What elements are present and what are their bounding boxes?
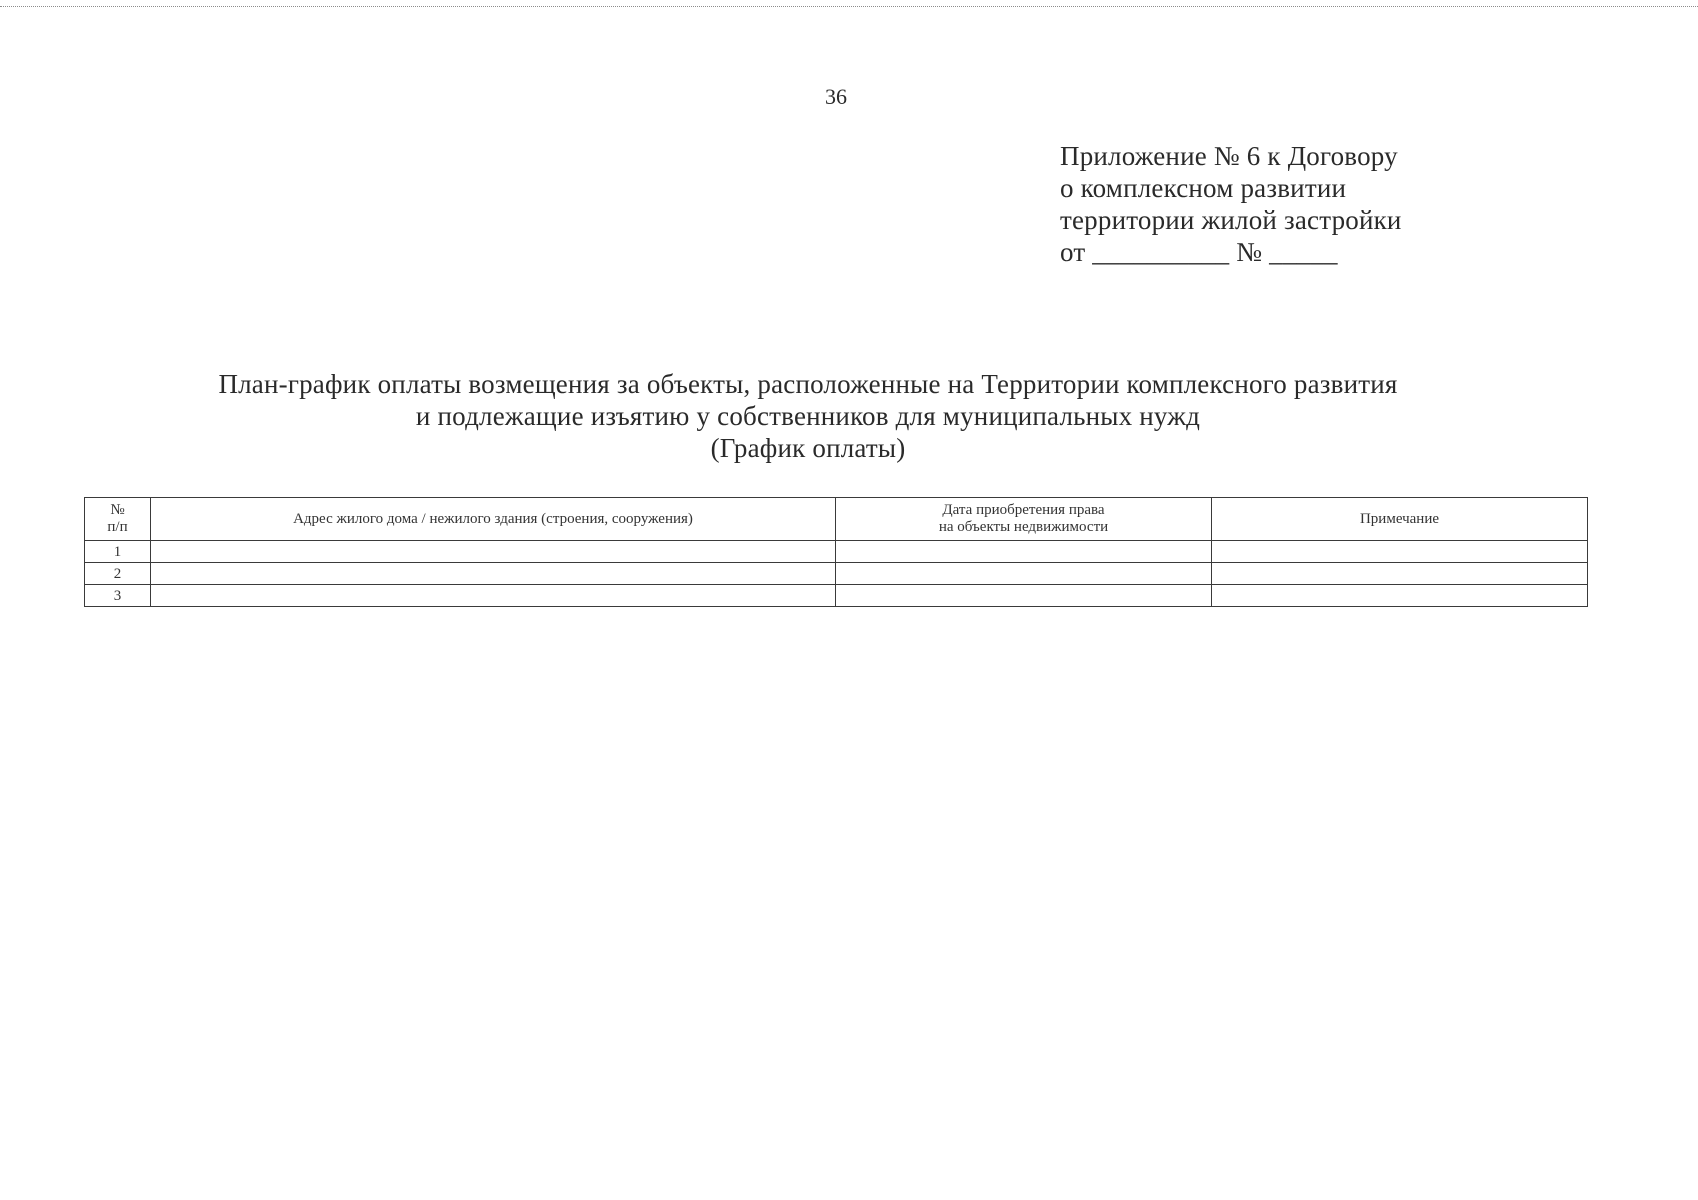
cell-row-number: 3 [85, 585, 151, 607]
title-line: и подлежащие изъятию у собственников для муниципальных нужд [415, 401, 1201, 431]
cell-row-number: 1 [85, 541, 151, 563]
appendix-date-number-line: от __________ № _____ [1060, 237, 1338, 267]
table-header [85, 498, 1588, 541]
table-header-row [85, 498, 1588, 541]
cell-address [151, 541, 836, 563]
cell-address [151, 585, 836, 607]
cell-row-number: 2 [85, 563, 151, 585]
header-row-number-line: п/п [107, 519, 128, 535]
document-title [0, 368, 1616, 464]
header-address: Адрес жилого дома / нежилого здания (строения, сооружения) [151, 498, 836, 541]
appendix-line: Приложение № 6 к Договору [1060, 141, 1398, 171]
appendix-reference [1060, 140, 1460, 268]
cell-acquisition-date [836, 563, 1212, 585]
cell-address [151, 563, 836, 585]
title-line: План-график оплаты возмещения за объекты, расположенные на Территории комплексного развития [218, 369, 1398, 399]
payment-schedule-table [84, 497, 1588, 607]
header-acquisition-date-line: на объекты недвижимости [938, 519, 1109, 535]
table-body [85, 541, 1588, 607]
appendix-line: территории жилой застройки [1060, 205, 1402, 235]
cell-acquisition-date [836, 585, 1212, 607]
header-acquisition-date [836, 498, 1212, 541]
cell-acquisition-date [836, 541, 1212, 563]
header-row-number-line: № [110, 502, 125, 518]
page-top-edge [0, 6, 1698, 7]
table-row [85, 541, 1588, 563]
page-number: 36 [825, 84, 847, 109]
cell-note [1212, 563, 1588, 585]
header-row-number [85, 498, 151, 541]
table-row [85, 563, 1588, 585]
header-acquisition-date-line: Дата приобретения права [942, 502, 1105, 518]
title-subtitle: (График оплаты) [710, 433, 906, 463]
table-row [85, 585, 1588, 607]
appendix-line: о комплексном развитии [1060, 173, 1347, 203]
header-note: Примечание [1212, 498, 1588, 541]
cell-note [1212, 541, 1588, 563]
cell-note [1212, 585, 1588, 607]
